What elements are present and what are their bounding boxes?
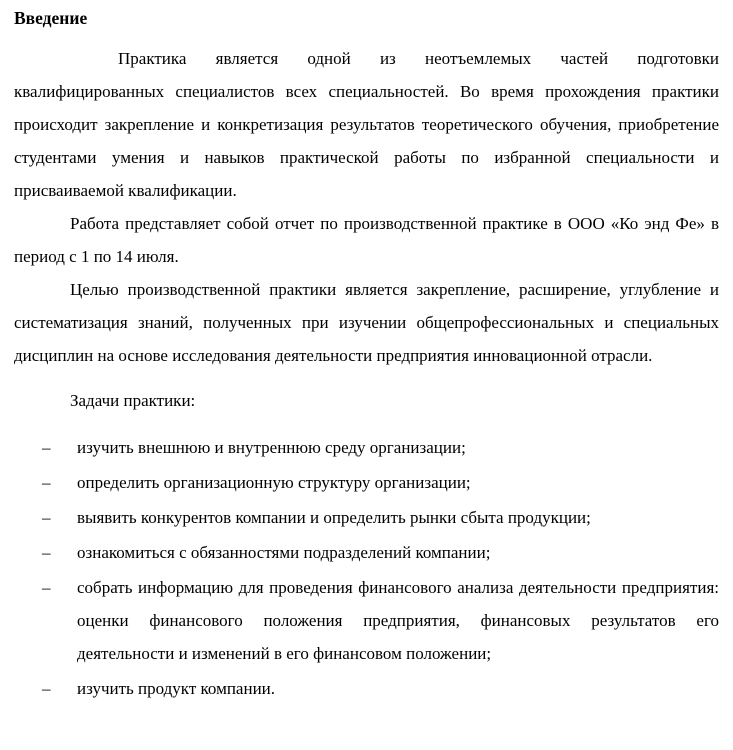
list-dash-marker: – — [42, 508, 51, 527]
task-item — [14, 571, 719, 670]
task-text: выявить конкурентов компании и определить рынки сбыта продукции; — [77, 508, 591, 527]
task-item — [14, 431, 719, 464]
page-title: Введение — [14, 8, 88, 28]
task-item — [14, 466, 719, 499]
task-text: определить организационную структуру организации; — [77, 473, 471, 492]
list-dash-marker: – — [42, 473, 51, 492]
task-item — [14, 501, 719, 534]
task-item — [14, 672, 719, 705]
list-dash-marker: – — [42, 438, 51, 457]
task-text: собрать информацию для проведения финансового анализа деятельности предприятия: оценки финансового положения предприятия, финансовых результатов его деятельности и изменений в его финансовом положении; — [77, 578, 719, 663]
list-dash-marker: – — [42, 679, 51, 698]
paragraph-practice-goal: Целью производственной практики является закрепление, расширение, углубление и систематизация знаний, полученных при изучении общепрофессиональных и специальных дисциплин на основе исследования деятельности предприятия инновационной отрасли. — [14, 280, 719, 365]
task-text: изучить продукт компании. — [77, 679, 276, 698]
list-dash-marker: – — [42, 543, 51, 562]
tasks-label: Задачи практики: — [70, 391, 196, 410]
tasks-list — [14, 431, 719, 705]
task-text: ознакомиться с обязанностями подразделений компании; — [77, 543, 491, 562]
task-item — [14, 536, 719, 569]
paragraph-practice-intro: Практика является одной из неотъемлемых частей подготовки квалифицированных специалистов всех специальностей. Во время прохождения практики происходит закрепление и конкретизация результатов теоретического обучения, приобретение студентами умения и навыков практической работы по избранной специальности и присваиваемой квалификации. — [14, 49, 719, 200]
list-dash-marker: – — [42, 578, 51, 597]
task-text: изучить внешнюю и внутреннюю среду организации; — [77, 438, 466, 457]
paragraph-report-subject: Работа представляет собой отчет по производственной практике в ООО «Ко энд Фе» в период с 1 по 14 июля. — [14, 214, 719, 266]
